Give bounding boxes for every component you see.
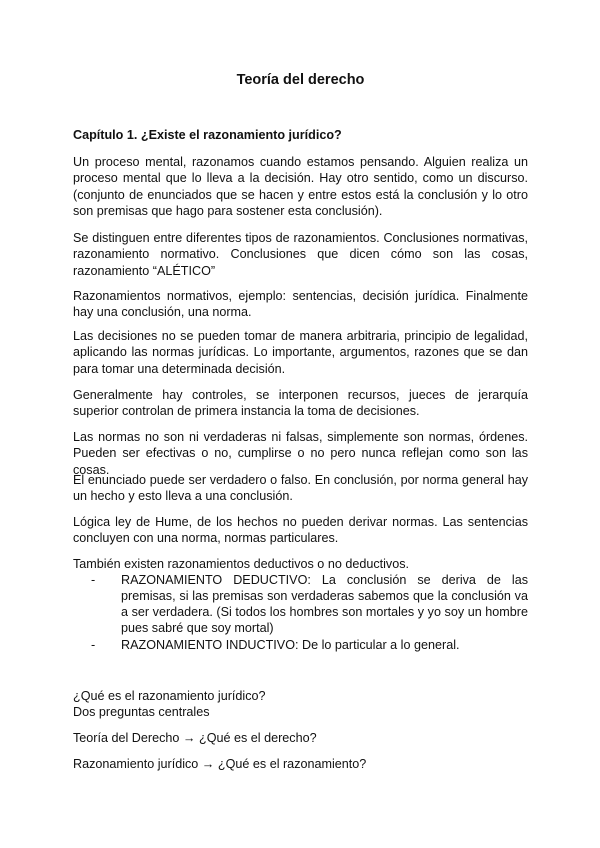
page-title: Teoría del derecho <box>236 72 365 88</box>
paragraph: También existen razonamientos deductivos o no deductivos. <box>73 557 410 571</box>
paragraph: Las normas no son ni verdaderas ni falsas, simplemente son normas, órdenes. Pueden ser efectivas o no, cumplirse o no pero nunca reflejan como son las cosas. <box>73 430 528 477</box>
question-subline: Dos preguntas centrales <box>73 705 210 719</box>
paragraph: Generalmente hay controles, se interponen recursos, jueces de jerarquía superior controlan de primera instancia la toma de decisiones. <box>73 388 528 419</box>
question-line: ¿Qué es el razonamiento jurídico? <box>73 689 266 703</box>
paragraph: Un proceso mental, razonamos cuando estamos pensando. Alguien realiza un proceso mental que lo lleva a la decisión. Hay otro sentido, como un discurso. (conjunto de enunciados que se hacen y entre estos está la conclusión y lo otro son premisas que hago para sostener esta conclusión). <box>73 155 528 219</box>
paragraph: Se distinguen entre diferentes tipos de razonamientos. Conclusiones normativas, razonamiento normativo. Conclusiones que dicen cómo son las cosas, razonamiento “ALÉTICO” <box>73 231 528 278</box>
list-item-text: RAZONAMIENTO DEDUCTIVO: La conclusión se deriva de las premisas, si las premisas son verdaderas sabemos que la conclusión va a ser verdadera. (Si todos los hombres son mortales y yo soy un hombre pues sabré que soy mortal) <box>121 573 528 635</box>
reasoning-list <box>91 572 528 653</box>
list-dash: - <box>91 573 96 587</box>
list-item-text: RAZONAMIENTO INDUCTIVO: De lo particular a lo general. <box>121 638 460 652</box>
paragraph: Razonamientos normativos, ejemplo: sentencias, decisión jurídica. Finalmente hay una conclusión, una norma. <box>73 289 528 320</box>
arrow-line: Razonamiento jurídico → ¿Qué es el razonamiento? <box>73 757 367 771</box>
paragraph: Lógica ley de Hume, de los hechos no pueden derivar normas. Las sentencias concluyen con una norma, normas particulares. <box>73 515 528 546</box>
arrow-line: Teoría del Derecho → ¿Qué es el derecho? <box>73 731 317 745</box>
paragraph: El enunciado puede ser verdadero o falso. En conclusión, por norma general hay un hecho y esto lleva a una conclusión. <box>73 473 528 504</box>
chapter-heading: Capítulo 1. ¿Existe el razonamiento jurídico? <box>73 128 342 142</box>
paragraph: Las decisiones no se pueden tomar de manera arbitraria, principio de legalidad, aplicando las normas jurídicas. Lo importante, argumentos, razones que se dan para tomar una determinada decisión. <box>73 329 528 376</box>
list-item <box>91 637 528 653</box>
list-dash: - <box>91 638 96 652</box>
list-item <box>91 572 528 636</box>
